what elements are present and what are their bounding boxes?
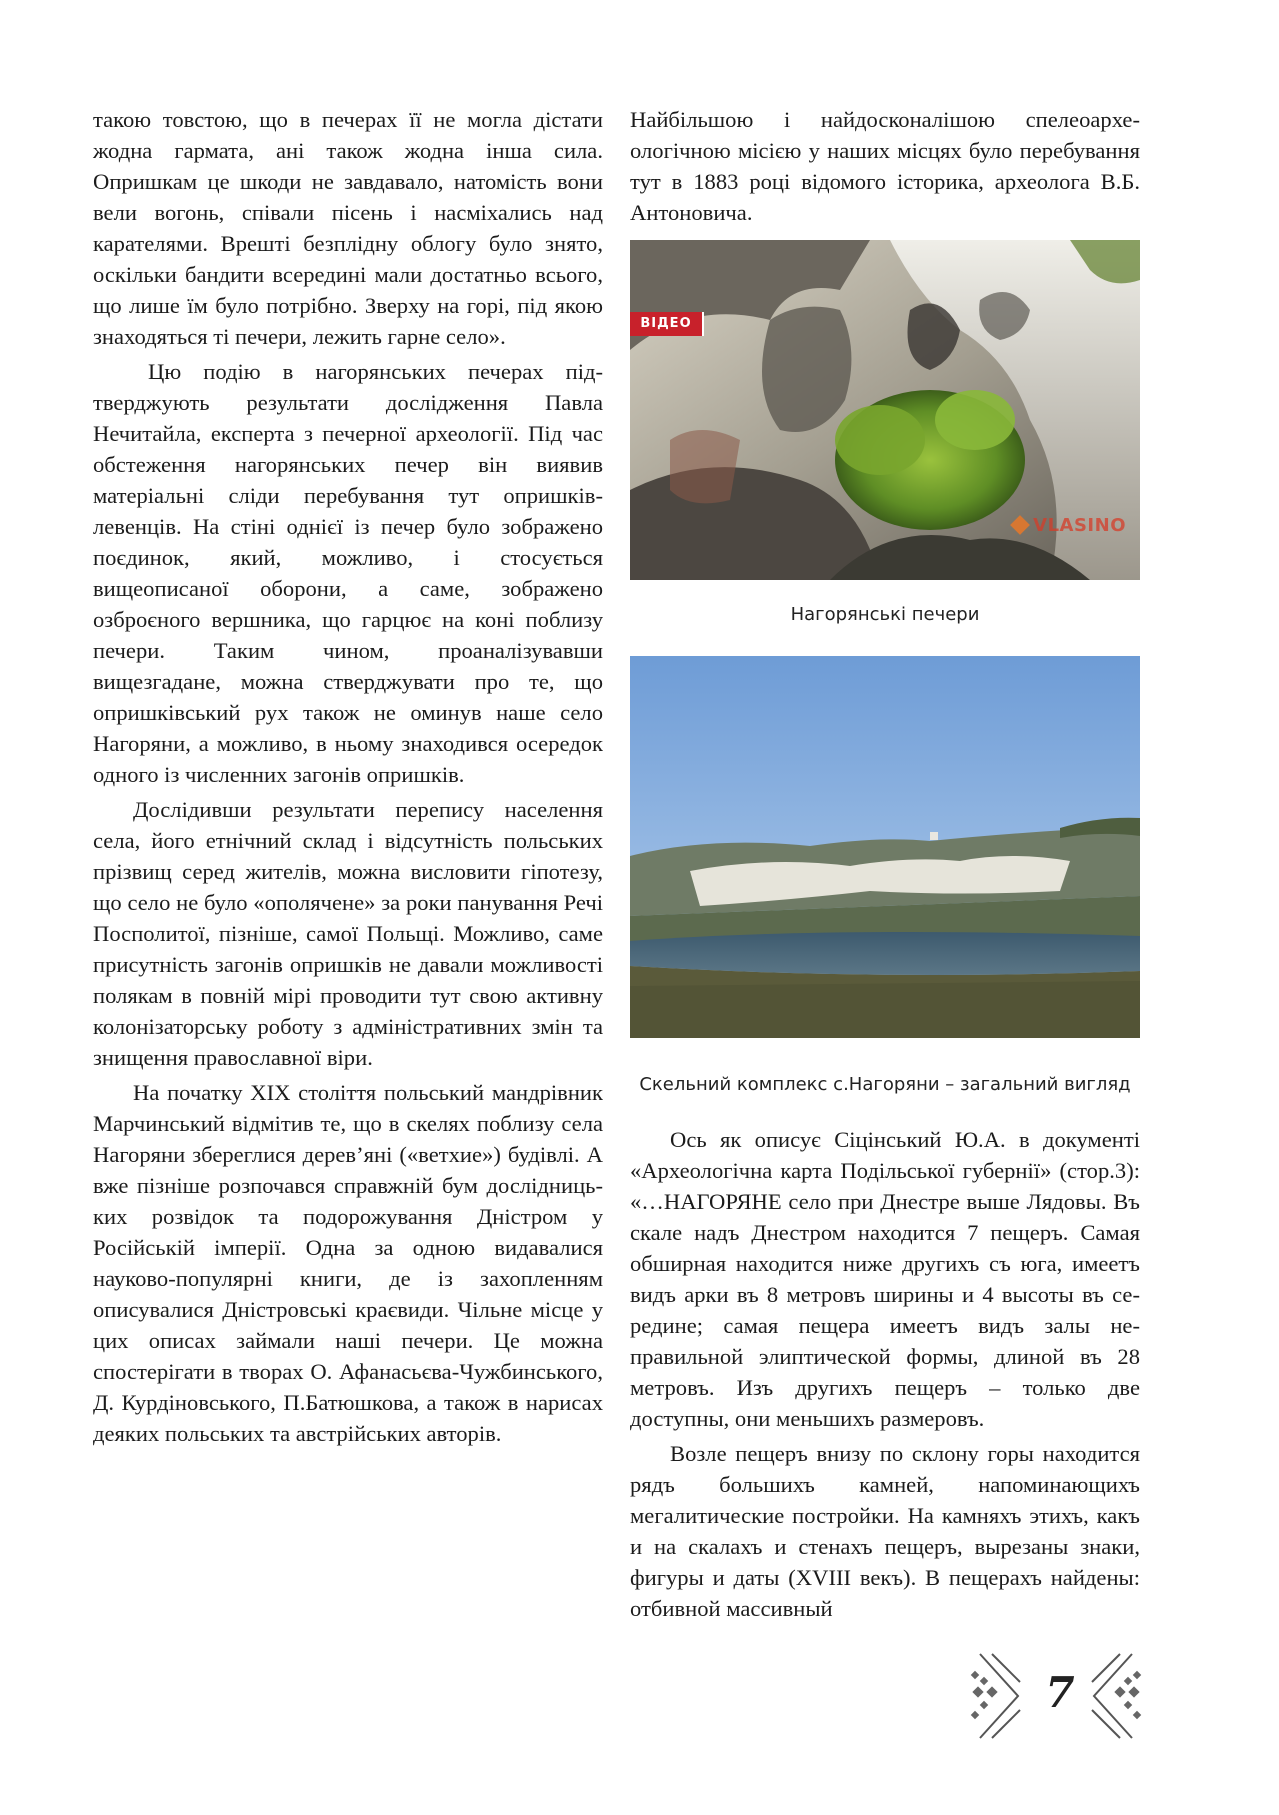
paragraph: Найбільшою і найдосконалішою спелеоархеологічною місією у наших місцях було перебування тут в 1883 році відомого історика, археолога В.Б. Антоновича. bbox=[630, 107, 1140, 225]
caves-photo-caption: Нагорянські печери bbox=[790, 604, 980, 625]
video-badge: ВІДЕО bbox=[630, 312, 704, 336]
logo-icon bbox=[1010, 515, 1030, 535]
paragraph: Возле пещеръ внизу по склону горы находится рядъ большихъ камней, напоминающихъ мегалитические постройки. На камняхъ этихъ, какъ и на скалахъ и стенахъ пещеръ, вырезаны знаки, фигуры и даты (XVIII векъ). В пещерахъ найдены: отбивной массивный bbox=[630, 1441, 1140, 1621]
right-intro-text bbox=[630, 104, 1140, 228]
watermark-logo bbox=[1013, 515, 1126, 536]
paragraph: такою товстою, що в печерах її не могла дістати жодна гармата, ані також жодна інша сила. Опришкам це шкоди не завдавало, натомість вони вели вогонь, співали пісень і насміхались над карателями. Врешті безплідну облогу було знято, оскільки бандити всередині мали достатньо всього, що лише їм було потрібно. Зверху на горі, під якою знаходяться ті печери, лежить гарне село». bbox=[93, 107, 603, 349]
paragraph: На початку XIX століття польський мандрівник Марчинський відмітив те, що в скелях поблизу села Нагоряни збереглися дерев’яні («ветхие») будівлі. А вже пізніше розпочався справжній бум дослідницьких розвідок та подорожування Дністром у Російській імперії. Одна за одною видавалися науково-популярні книги, де із захопленням описувалися Дністровські краєвиди. Чільне місце у цих описах займали наші печери. Це можна спостерігати в творах О. Афанасьєва-Чужбинського, Д. Курдіновського, П.Батюшкова, а також в нарисах деяких польських та австрійських авторів. bbox=[93, 1080, 603, 1446]
landscape-photo bbox=[630, 656, 1140, 1038]
paragraph: Дослідивши результати перепису населення села, його етнічний склад і відсутність польських прізвищ серед жителів, можна висловити гіпотезу, що село не було «ополячене» за роки панування Речі Посполитої, пізніше, самої Польщі. Можливо, саме присутність загонів опришків не давали можливості полякам в повній мірі проводити тут свою активну колонізаторську роботу з адміністративних змін та знищення православної віри. bbox=[93, 797, 603, 1070]
left-text-column bbox=[93, 104, 603, 1449]
page-number: 7 bbox=[1045, 1668, 1075, 1717]
ornament-right-icon bbox=[1090, 1648, 1142, 1744]
watermark-text: VLASINO bbox=[1033, 515, 1126, 536]
landscape-photo-caption: Скельний комплекс с.Нагоряни – загальний вигляд bbox=[639, 1074, 1131, 1095]
paragraph: Цю подію в нагорянських печерах підтверджують результати дослідження Павла Нечитайла, експерта з печерної археології. Під час обстеження нагорянських печер він виявив матеріальні сліди перебування тут опришків-левенців. На стіні однієї із печер було зображено поєдинок, який, можливо, і стосується вищеописаної оборони, а саме, зображено озброєного вершника, що гарцює на коні поблизу печери. Таким чином, проаналізувавши вищезгадане, можна стверджувати про те, що опришківський рух також не оминув наше село Нагоряни, а можливо, в ньому знаходився осередок одного із численних загонів опришків. bbox=[93, 359, 603, 787]
right-lower-text bbox=[630, 1124, 1140, 1624]
caves-photo bbox=[630, 240, 1140, 580]
ornament-left-icon bbox=[970, 1648, 1022, 1744]
landscape-photo-image bbox=[630, 656, 1140, 1038]
paragraph: Ось як описує Сіцінський Ю.А. в документі «Археологічна карта Подільської губернії» (стор.3): «…НАГОРЯНЕ село при Днестре выше Лядовы. Въ скале надъ Днестром находится 7 пещеръ. Самая обширная находится ниже другихъ съ юга, имеетъ видъ арки въ 8 метровъ ширины и 4 высоты въ середине; самая пещера имеетъ видъ залы неправильной элиптической формы, длиной въ 28 метровъ. Изъ другихъ пещеръ – только две доступны, они меньшихъ размеровъ. bbox=[630, 1127, 1140, 1431]
